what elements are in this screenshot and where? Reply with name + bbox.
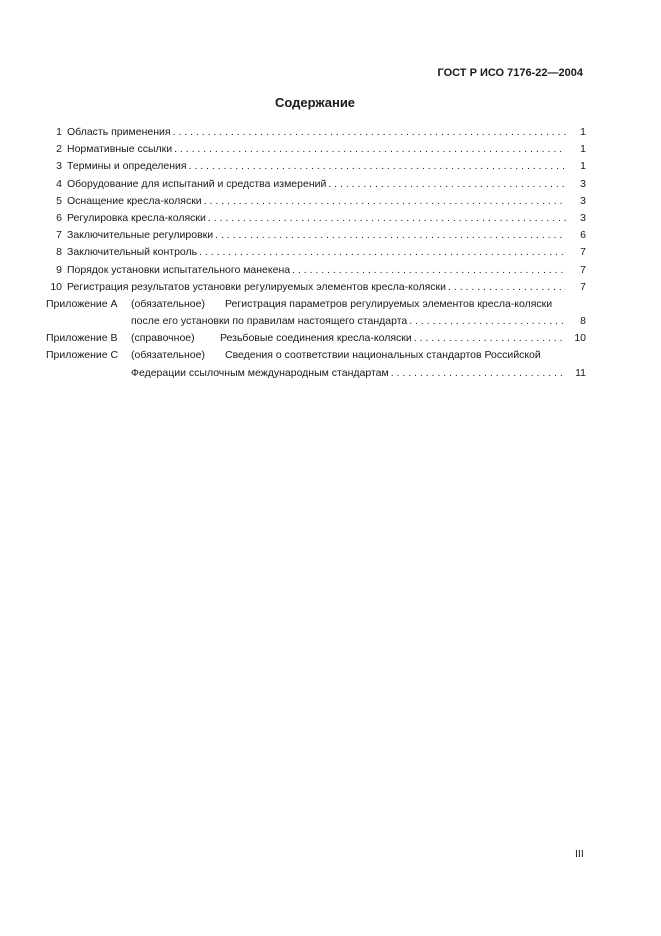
toc-entry-title: Оснащение кресла-коляски <box>67 194 202 207</box>
page-number: III <box>575 848 584 860</box>
toc-leader-dots <box>189 158 566 175</box>
toc-entry[interactable] <box>46 124 586 141</box>
toc-entry-page: 7 <box>580 280 586 293</box>
toc-entry-number: 3 <box>56 160 62 173</box>
toc-entry-page: 6 <box>580 229 586 242</box>
toc-leader-dots <box>391 365 566 382</box>
appendix-title-continued: Федерации ссылочным международным стандартам <box>131 366 389 379</box>
toc-entry-number: 4 <box>56 177 62 190</box>
toc-entry-title: Регулировка кресла-коляски <box>67 211 206 224</box>
toc-entry-number: 1 <box>56 126 62 138</box>
document-code: ГОСТ Р ИСО 7176-22—2004 <box>437 67 583 79</box>
toc-entry-title: Термины и определения <box>67 160 187 173</box>
toc-leader-dots <box>414 330 566 347</box>
appendix-page: 10 <box>574 332 586 345</box>
toc-appendix-c[interactable] <box>46 347 586 381</box>
toc-entry-title: Регистрация результатов установки регулируемых элементов кресла-коляски <box>67 280 447 293</box>
toc-entry-number: 2 <box>56 143 62 156</box>
toc-entry-page: 3 <box>580 211 586 224</box>
toc-entry[interactable] <box>46 176 586 193</box>
toc-entry-page: 1 <box>580 143 586 156</box>
toc-leader-dots <box>204 193 566 210</box>
appendix-label: Приложение В <box>46 332 118 345</box>
toc-leader-dots <box>409 313 566 330</box>
page-title: Содержание <box>274 95 356 110</box>
appendix-title: Сведения о соответствии национальных стандартов Российской <box>225 349 541 362</box>
appendix-page: 8 <box>580 315 586 328</box>
toc-entry-page: 3 <box>580 177 586 190</box>
appendix-label: Приложение С <box>46 349 119 362</box>
toc-leader-dots <box>215 227 566 244</box>
table-of-contents <box>46 124 586 382</box>
toc-leader-dots <box>328 176 566 193</box>
toc-entry[interactable] <box>46 279 586 296</box>
toc-entry-number: 6 <box>56 211 62 224</box>
toc-entry-number: 10 <box>50 280 62 293</box>
appendix-title-continued: после его установки по правилам настоящего стандарта <box>131 315 408 328</box>
toc-entry[interactable] <box>46 158 586 175</box>
toc-appendix-b[interactable] <box>46 330 586 347</box>
appendix-title: Регистрация параметров регулируемых элементов кресла-коляски <box>225 297 553 310</box>
toc-entry-title: Заключительный контроль <box>67 246 198 259</box>
toc-leader-dots <box>448 279 566 296</box>
toc-entry-number: 9 <box>56 263 62 276</box>
toc-entry[interactable] <box>46 141 586 158</box>
toc-entry-number: 8 <box>56 246 62 259</box>
appendix-title: Резьбовые соединения кресла-коляски <box>220 332 412 345</box>
toc-leader-dots <box>173 124 566 141</box>
appendix-page: 11 <box>575 366 586 379</box>
toc-leader-dots <box>208 210 566 227</box>
toc-entry-page: 3 <box>580 194 586 207</box>
appendix-label: Приложение А <box>46 297 118 310</box>
appendix-kind: (обязательное) <box>131 349 205 362</box>
toc-entry[interactable] <box>46 244 586 261</box>
toc-leader-dots <box>199 244 566 261</box>
toc-leader-dots <box>292 262 566 279</box>
toc-entry-number: 5 <box>56 194 62 207</box>
toc-entry-page: 7 <box>580 246 586 259</box>
toc-entry-page: 1 <box>580 126 586 138</box>
toc-entry[interactable] <box>46 227 586 244</box>
appendix-kind: (обязательное) <box>131 297 205 310</box>
appendix-kind: (справочное) <box>131 332 195 345</box>
toc-entry-title: Область применения <box>67 126 171 138</box>
toc-entry-title: Оборудование для испытаний и средства измерений <box>67 177 327 190</box>
toc-entry-title: Нормативные ссылки <box>67 143 173 156</box>
toc-entry-page: 7 <box>580 263 586 276</box>
toc-entry-title: Заключительные регулировки <box>67 229 214 242</box>
toc-entry[interactable] <box>46 262 586 279</box>
toc-entry-number: 7 <box>56 229 62 242</box>
toc-entry[interactable] <box>46 193 586 210</box>
toc-leader-dots <box>174 141 566 158</box>
toc-entry-page: 1 <box>580 160 586 173</box>
toc-entry-title: Порядок установки испытательного манекена <box>67 263 291 276</box>
toc-entry[interactable] <box>46 210 586 227</box>
toc-appendix-a[interactable] <box>46 296 586 330</box>
